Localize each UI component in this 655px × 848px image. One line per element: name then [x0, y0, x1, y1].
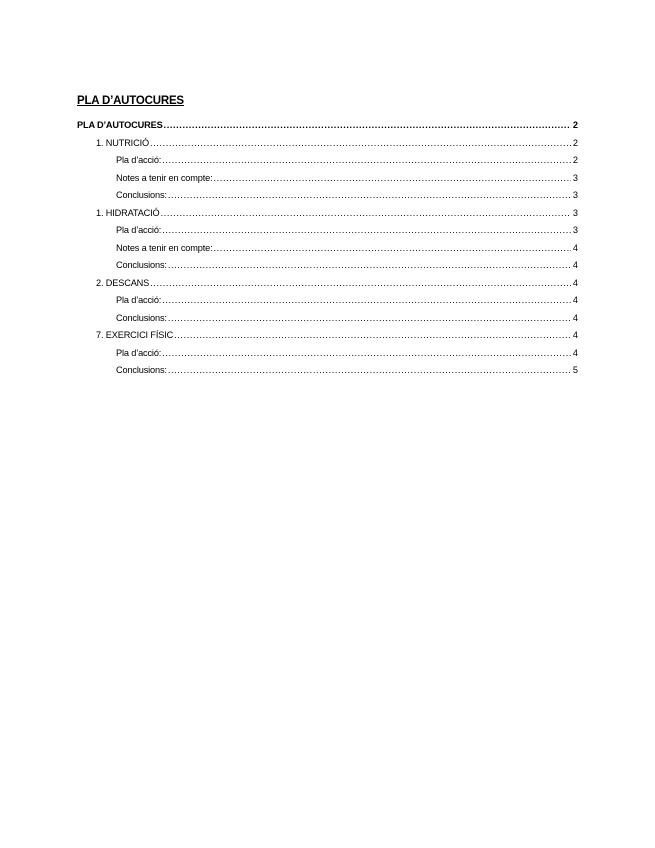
toc-page-number: 2 [572, 137, 578, 148]
toc-entry-label: 7. EXERCICI FÍSIC [96, 330, 174, 340]
toc-entry-hidratacio-notes[interactable] [77, 240, 578, 258]
toc-entry-label: 2. DESCANS [96, 277, 150, 288]
toc-entry-label: Conclusions: [116, 260, 167, 270]
toc-entry-pla-dautocures[interactable] [77, 117, 578, 135]
dot-leader [168, 362, 571, 380]
toc-entry-label: Pla d’acció: [116, 225, 162, 235]
toc-entry-hidratacio-pla-daccio[interactable] [77, 222, 578, 240]
toc-entry-label: Pla d’acció: [116, 155, 162, 165]
toc-entry-label: Pla d’acció: [116, 347, 162, 358]
dot-leader [161, 205, 571, 223]
toc-entry-label: 1. HIDRATACIÓ [96, 207, 160, 218]
dot-leader [162, 345, 571, 363]
dot-leader [214, 170, 572, 188]
toc-page-number: 2 [572, 155, 578, 165]
dot-leader [168, 257, 571, 275]
toc-entry-descans-conclusions[interactable] [77, 310, 578, 328]
toc-page-number: 4 [572, 295, 578, 305]
toc-page-number: 3 [572, 172, 578, 183]
toc-entry-nutricio[interactable] [77, 135, 578, 153]
dot-leader [162, 222, 571, 240]
toc-entry-nutricio-pla-daccio[interactable] [77, 152, 578, 170]
toc-page-number: 3 [572, 207, 578, 218]
toc-entry-descans-pla-daccio[interactable] [77, 292, 578, 310]
toc-entry-hidratacio-conclusions[interactable] [77, 257, 578, 275]
dot-leader [174, 327, 571, 345]
toc-entry-exercici-fisic[interactable] [77, 327, 578, 345]
toc-entry-exercici-conclusions[interactable] [77, 362, 578, 380]
toc-entry-label: Conclusions: [116, 365, 167, 375]
dot-leader [150, 275, 571, 293]
toc-page-number: 4 [572, 347, 578, 358]
toc-entry-label: Notes a tenir en compte: [116, 242, 213, 253]
toc-page-number: 5 [572, 365, 578, 375]
page-title: PLA D’AUTOCURES [77, 95, 184, 107]
toc-entry-label: Notes a tenir en compte: [116, 172, 213, 183]
toc-entry-label: Conclusions: [116, 312, 167, 323]
dot-leader [214, 240, 572, 258]
toc-page-number: 3 [572, 225, 578, 235]
toc-page-number: 3 [572, 190, 578, 200]
toc-entry-descans[interactable] [77, 275, 578, 293]
toc-page-number: 4 [572, 312, 578, 323]
toc-entry-nutricio-notes[interactable] [77, 170, 578, 188]
dot-leader [150, 135, 571, 153]
toc-entry-nutricio-conclusions[interactable] [77, 187, 578, 205]
dot-leader [162, 292, 571, 310]
toc-page-number: 4 [572, 330, 578, 340]
toc-page-number: 4 [572, 277, 578, 288]
toc-entry-hidratacio[interactable] [77, 205, 578, 223]
toc-page-number: 4 [572, 260, 578, 270]
toc-entry-label: Pla d’acció: [116, 295, 162, 305]
toc-page-number: 4 [572, 242, 578, 253]
toc-entry-label: 1. NUTRICIÓ [96, 137, 149, 148]
dot-leader [164, 117, 571, 135]
toc-entry-label: PLA D’AUTOCURES [77, 120, 163, 130]
table-of-contents [77, 117, 578, 380]
dot-leader [168, 310, 571, 328]
toc-entry-exercici-pla-daccio[interactable] [77, 345, 578, 363]
toc-page-number: 2 [572, 120, 578, 130]
toc-entry-label: Conclusions: [116, 190, 167, 200]
dot-leader [162, 152, 571, 170]
dot-leader [168, 187, 571, 205]
